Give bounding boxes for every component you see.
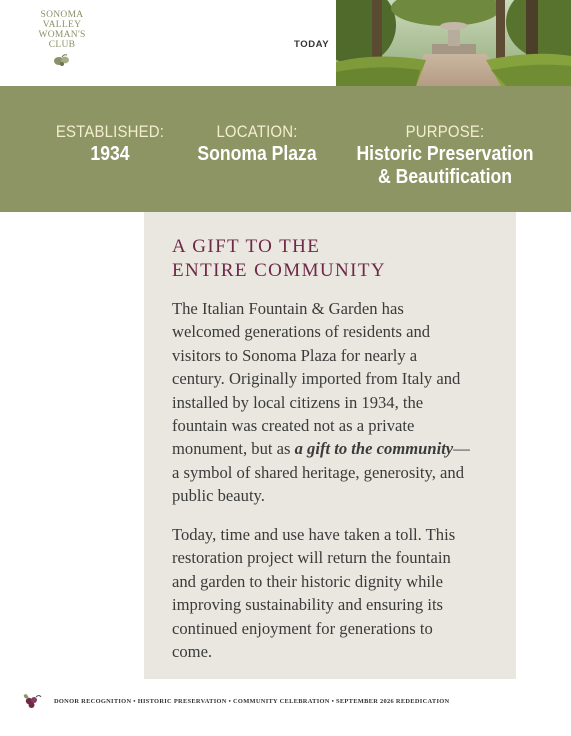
logo-line: WOMAN'S <box>38 30 86 40</box>
paragraph-text: —a symbol of shared heritage, generosity, and public beauty. <box>172 439 470 506</box>
section-label: TODAY <box>294 39 330 50</box>
fact-purpose <box>346 122 545 188</box>
fact-label: PURPOSE: <box>405 122 485 141</box>
heading-line: ENTIRE COMMUNITY <box>172 260 386 281</box>
emphasis-text: a gift to the community <box>294 439 454 459</box>
fact-label: ESTABLISHED: <box>55 122 165 141</box>
logo-line: CLUB <box>48 40 76 50</box>
fountain-garden-photo <box>336 0 571 86</box>
grape-cluster-icon <box>20 692 44 710</box>
fact-value: Sonoma Plaza <box>197 143 317 165</box>
fact-label: LOCATION: <box>216 122 298 141</box>
logo-line: VALLEY <box>42 20 82 30</box>
club-logo <box>14 10 110 76</box>
facts-band <box>0 86 571 212</box>
intro-paragraph <box>172 297 472 508</box>
paragraph-text: The Italian Fountain & Garden has welcomed generations of residents and visitors to Sonoma Plaza for nearly a century. Originally imported from Italy and installed by local citizens in 1934, the fountain was created not as a private monument, but as <box>172 299 461 459</box>
restoration-paragraph: Today, time and use have taken a toll. This restoration project will return the fountain and garden to their historic dignity while improving sustainability and ensuring its continued enjoyment for generations to come. <box>172 525 456 662</box>
fact-value: & Beautification <box>378 166 512 188</box>
grape-leaf-icon <box>51 53 73 67</box>
logo-line: SONOMA <box>40 10 84 20</box>
heading-line: A GIFT TO THE <box>172 236 321 257</box>
fact-established <box>50 122 170 165</box>
page-footer <box>0 688 571 716</box>
fact-value: 1934 <box>90 143 130 165</box>
footer-tagline: DONOR RECOGNITION • HISTORIC PRESERVATION • COMMUNITY CELEBRATION • SEPTEMBER 2026 REDEDICATION <box>54 698 450 705</box>
fact-value: Historic Preservation <box>356 143 534 165</box>
page-header <box>0 0 571 86</box>
section-heading <box>172 235 492 283</box>
fact-location <box>191 122 323 165</box>
